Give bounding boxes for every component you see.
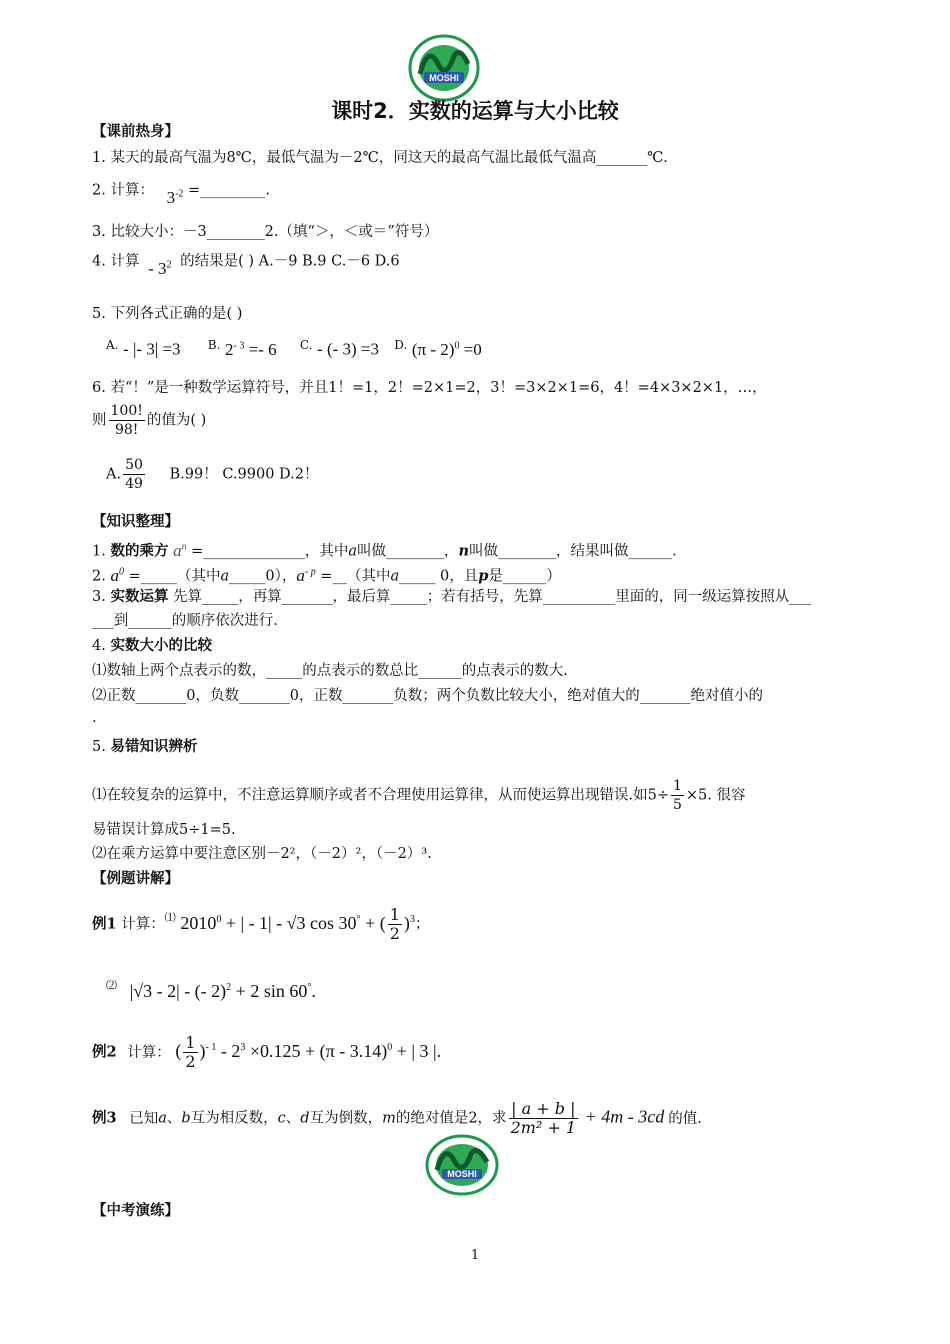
- example-3: 例3 已知a、b互为相反数，c、d互为倒数，m的绝对值是2，求 $\frac{| a + b |}{\text{2m² + 1}}$ + 4m - 3cd 的值.: [92, 1099, 702, 1137]
- knowledge-4: 4. 实数大小的比较: [92, 637, 212, 654]
- school-logo-top: [408, 34, 480, 102]
- svg-text:MOSHI: MOSHI: [447, 1169, 477, 1179]
- knowledge-5-1-cont: 易错误计算成5÷1=5.: [92, 822, 236, 838]
- knowledge-3-cont: ___到______的顺序依次进行.: [92, 613, 278, 629]
- warmup-q1: 1. 某天的最高气温为8℃，最低气温为－2℃，同这天的最高气温比最低气温高_______℃.: [92, 150, 668, 166]
- warmup-q4: 4. 计算 - $3^2$ 的结果是( ) A.－9 B.9 C.－6 D.6: [92, 253, 400, 278]
- warmup-q6-line2: 则 $\frac{100!}{98!}$ 的值为( ): [92, 403, 207, 438]
- section-practice: 【中考演练】: [92, 1202, 179, 1219]
- knowledge-5-1: ⑴在较复杂的运算中，不注意运算顺序或者不合理使用运算律，从而使运算出现错误.如5÷ $\frac{1}{5}$ ×5. 很容: [92, 778, 746, 813]
- svg-text:MOSHI: MOSHI: [429, 73, 459, 83]
- knowledge-4-2: ⑵正数_______0，负数_______0，正数_______负数；两个负数比较大小，绝对值大的_______绝对值小的: [92, 688, 763, 704]
- warmup-q2: 2. 计算： $3^{-2}$ =_________.: [92, 182, 271, 207]
- warmup-q5-options: $^{A.}$ - |- 3| =3 $^{B.}$ $2^{- 3} =- 6$ $^{C.}$ - (- 3) =3 $^{D.}$ (π - 2)$^0$ =0: [106, 337, 482, 359]
- warmup-q3: 3. 比较大小：－3________2.（填“＞，＜或＝”符号）: [92, 224, 439, 240]
- section-warmup: 【课前热身】: [92, 123, 179, 140]
- example-1: 例1 计算：⑴ $2010^0$ + | - 1| - √3 cos 30° + ( $\frac{1}{2}$ )$^3$；: [92, 905, 430, 943]
- page-number: 1: [470, 1248, 480, 1263]
- section-knowledge: 【知识整理】: [92, 513, 179, 530]
- section-examples: 【例题讲解】: [92, 870, 179, 887]
- example-2: 例2 计算： ( $\frac{1}{2}$ )$^{- 1} - 2^3 \times 0.125 + (\pi - 3.14)^0$ + | 3 |.: [92, 1033, 442, 1071]
- knowledge-1: 1. 数的乘方 $a^n$ =______________，其中a叫做________，n叫做________，结果叫做______.: [92, 540, 677, 560]
- knowledge-4-1: ⑴数轴上两个点表示的数，_____的点表示的数总比______的点表示的数大.: [92, 663, 568, 679]
- knowledge-2: 2. $a^0$ =_____（其中a_____0），$a^{- p}$ =__（其中a_____ 0，且p是______）: [92, 565, 561, 585]
- page-title: 课时2．实数的运算与大小比较: [331, 99, 619, 123]
- warmup-q5: 5. 下列各式正确的是( ): [92, 306, 243, 322]
- school-logo-bottom: [425, 1134, 499, 1196]
- example-1-part2: ⑵ |√3 - 2| - (- 2)$^2$ + 2 sin 60°.: [106, 979, 316, 1001]
- warmup-q6-options: A. $\frac{50}{49}$ B.99！ C.9900 D.2！: [106, 457, 319, 492]
- warmup-q6-line1: 6. 若“！”是一种数学运算符号，并且1！=1，2！=2×1=2，3！=3×2×1=6，4！=4×3×2×1，…，: [92, 380, 767, 396]
- knowledge-5-2: ⑵在乘方运算中要注意区别－2²，（－2）²，（－2）³.: [92, 846, 432, 862]
- knowledge-3: 3. 实数运算 先算_____，再算_______，最后算_____；若有括号，先算__________里面的，同一级运算按照从___: [92, 588, 812, 605]
- knowledge-5: 5. 易错知识辨析: [92, 738, 198, 755]
- knowledge-4-2-cont: .: [92, 710, 97, 726]
